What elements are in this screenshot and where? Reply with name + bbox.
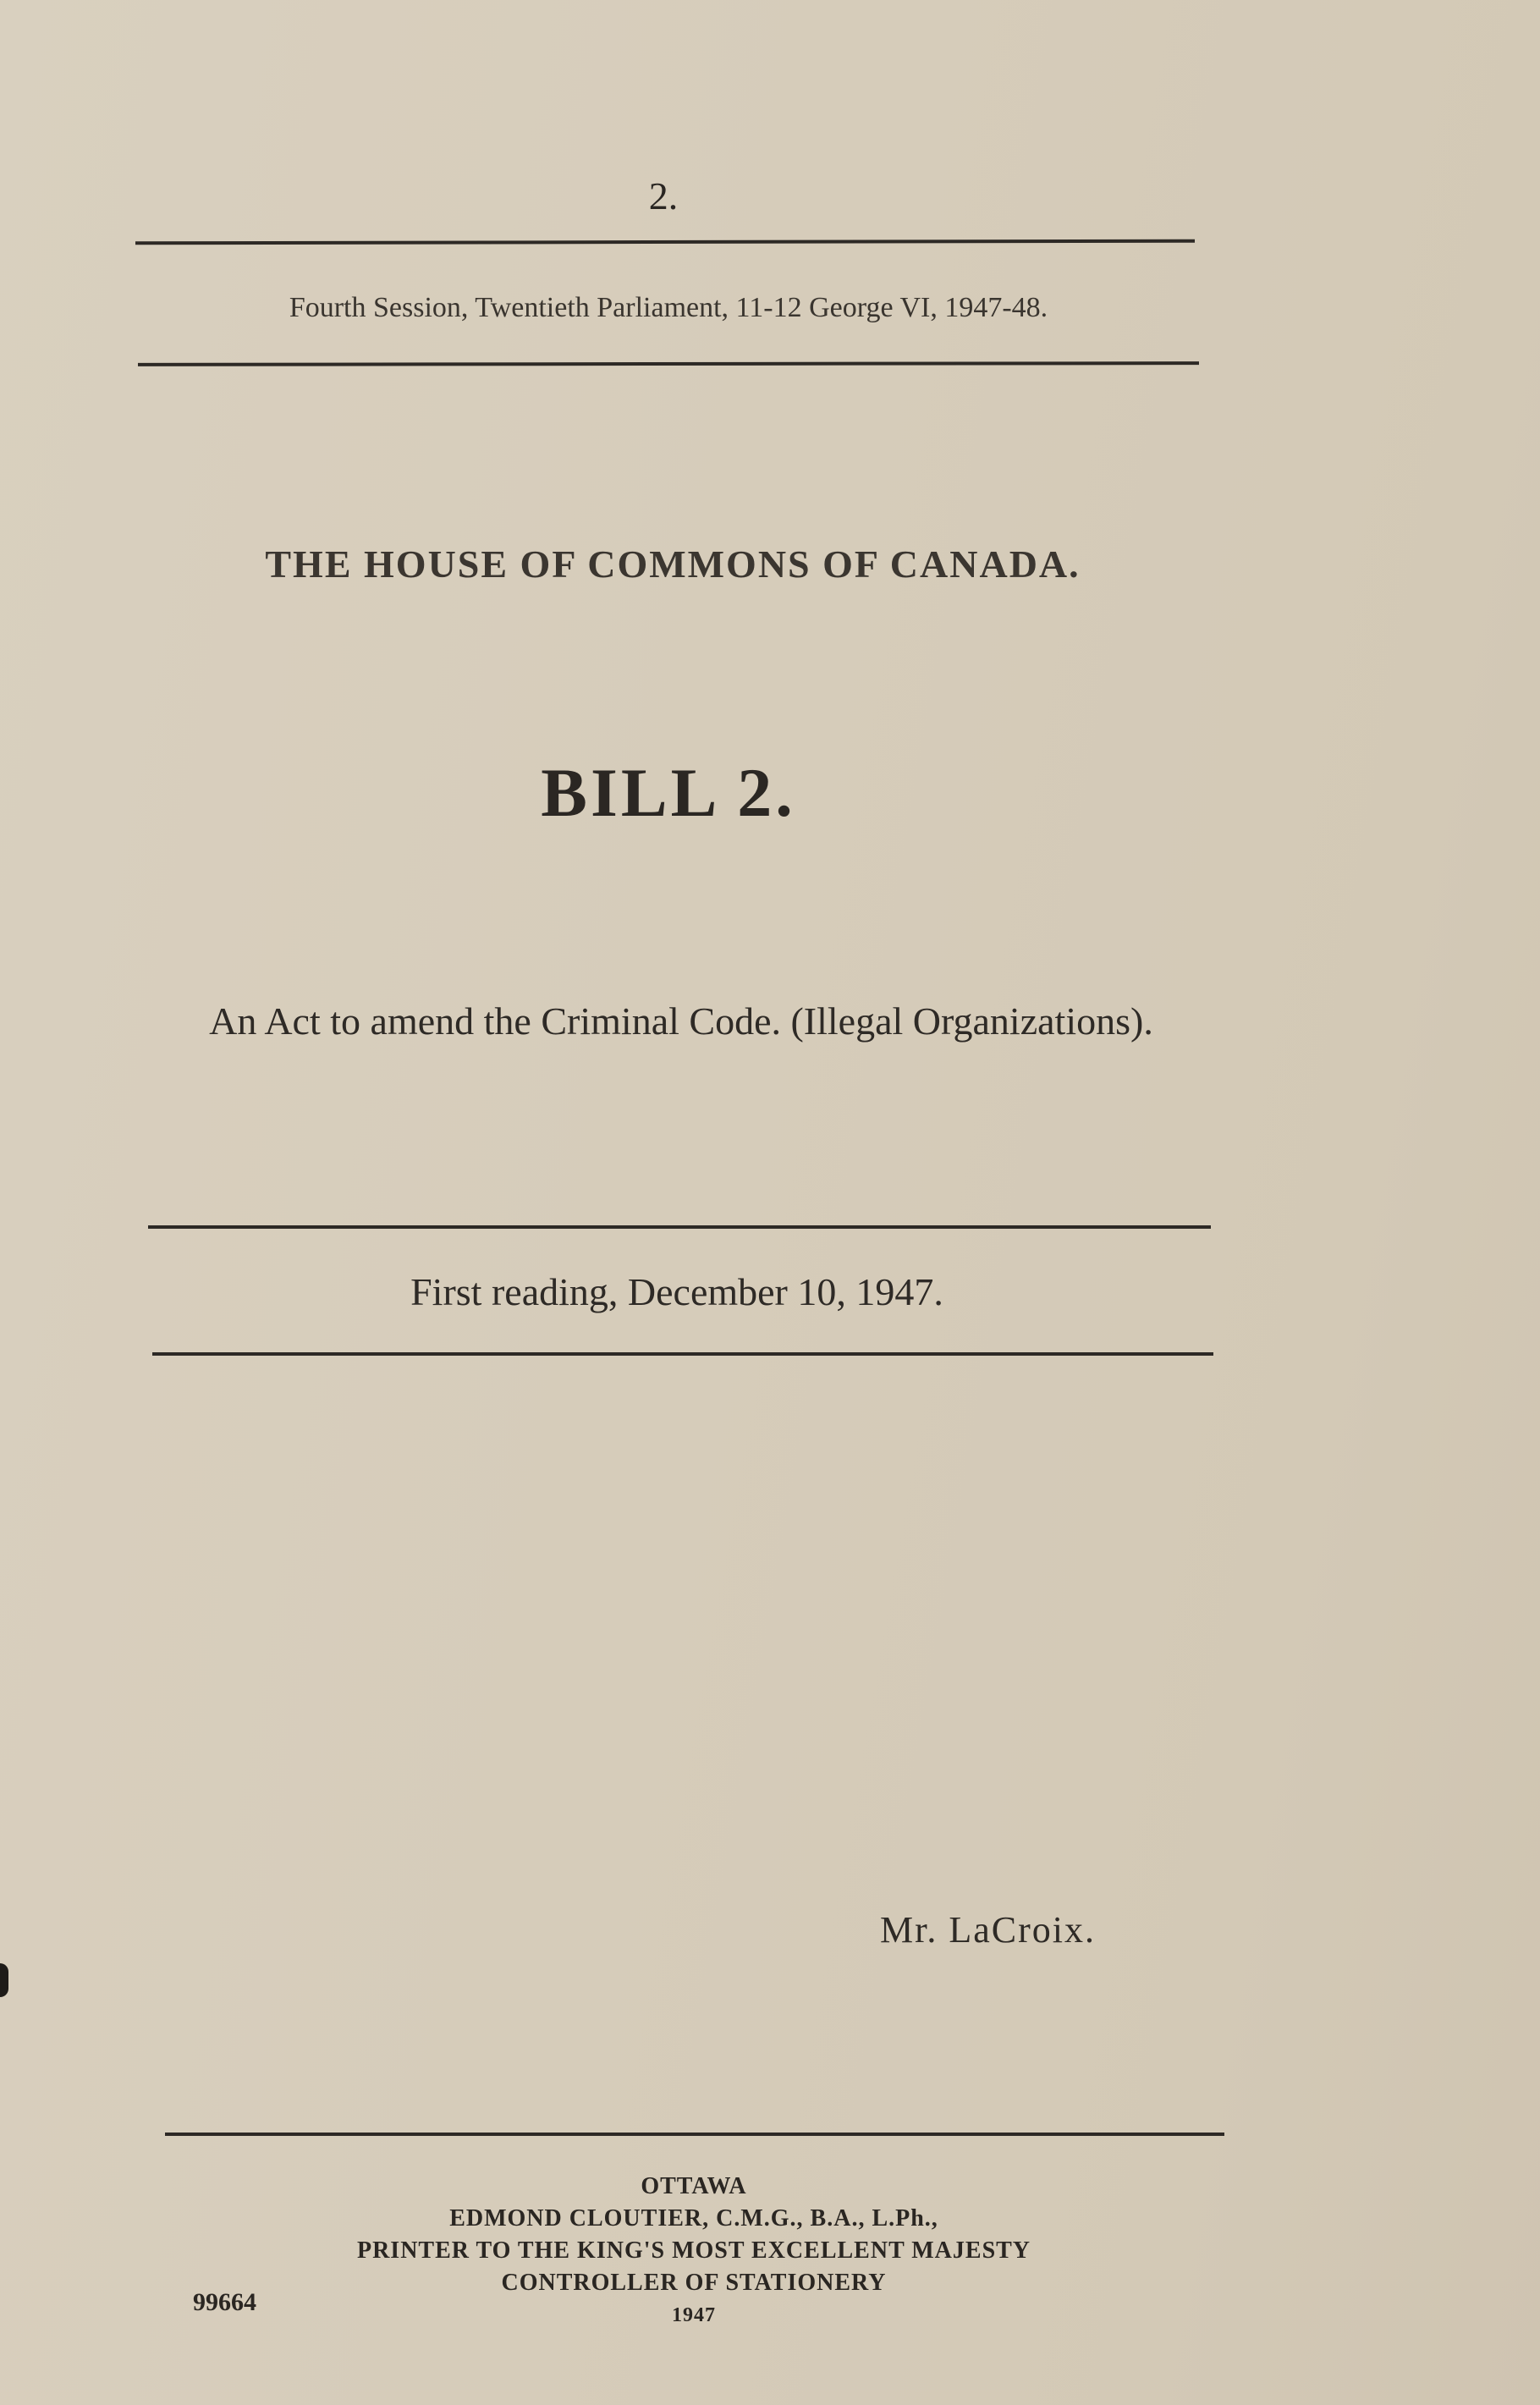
session-line: Fourth Session, Twentieth Parliament, 11-12 George VI, 1947-48. [289,292,1048,323]
imprint-printer-title: PRINTER TO THE KING'S MOST EXCELLENT MAJESTY [356,2237,1031,2264]
imprint-year: 1947 [672,2304,716,2326]
reading-rule-top [148,1225,1211,1229]
house-heading: THE HOUSE OF COMMONS OF CANADA. [265,542,1081,586]
act-title: An Act to amend the Criminal Code. (Illegal Organizations). [209,999,1153,1043]
printer-imprint [220,2171,1168,2331]
binding-hole-mark [0,1963,8,1997]
imprint-printer-name: EDMOND CLOUTIER, C.M.G., B.A., L.Ph., [449,2205,938,2232]
sponsor-name: Mr. LaCroix. [880,1909,1096,1951]
imprint-city: OTTAWA [641,2173,747,2199]
print-code: 99664 [193,2288,256,2316]
reading-rule-bottom [152,1352,1213,1356]
bill-number-text: 2. [648,174,679,217]
imprint-controller: CONTROLLER OF STATIONERY [501,2270,887,2296]
top-rule-2 [138,361,1199,366]
top-rule-1 [135,239,1195,245]
first-reading-line: First reading, December 10, 1947. [410,1270,943,1313]
imprint-rule [165,2133,1224,2136]
bill-title: BILL 2. [541,754,796,831]
